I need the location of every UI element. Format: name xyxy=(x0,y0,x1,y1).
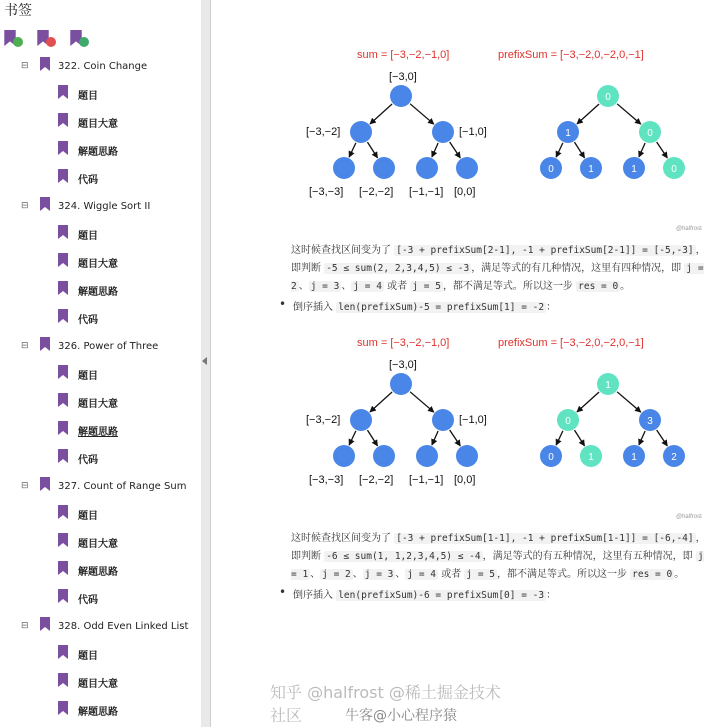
range-label-left: [−3,−2] xyxy=(306,414,341,426)
bookmark-icon xyxy=(40,56,50,76)
count-value: 0 xyxy=(671,164,677,175)
bookmarks-title: 书签 xyxy=(4,3,32,19)
count-value: 1 xyxy=(631,452,637,463)
bookmark-icon xyxy=(58,84,68,104)
bookmark-label: 代码 xyxy=(78,454,98,466)
bookmark-icon xyxy=(40,476,50,496)
range-label-right: [−1,0] xyxy=(459,126,487,138)
watermark-zhihu: 知乎 @halfrost @稀土掘金技术社区 xyxy=(270,683,501,725)
bookmark-label: 题目大意 xyxy=(78,258,118,270)
collapse-toggle-icon[interactable]: ⊟ xyxy=(21,621,29,631)
badge-icon xyxy=(13,37,23,47)
tree-diagram-2 xyxy=(211,328,720,528)
range-label-left: [−3,−2] xyxy=(306,126,341,138)
watermark-nowcoder: 牛客@小心程序猿 xyxy=(345,708,457,724)
bookmark-item[interactable] xyxy=(58,388,118,416)
count-value: 0 xyxy=(548,164,554,175)
bookmark-icon xyxy=(40,196,50,216)
tree-node xyxy=(333,445,355,467)
count-value: 2 xyxy=(671,452,677,463)
bookmark-icon xyxy=(58,364,68,384)
bookmark-icon xyxy=(58,252,68,272)
bookmark-icon xyxy=(40,616,50,636)
bookmark-icon xyxy=(58,532,68,552)
bookmark-icon xyxy=(58,392,68,412)
bookmark-item[interactable] xyxy=(58,416,118,444)
tree-edge xyxy=(410,104,434,124)
bookmark-label: 324. Wiggle Sort II xyxy=(58,200,151,212)
bookmark-item[interactable] xyxy=(58,696,118,724)
range-label-right: [−1,0] xyxy=(459,414,487,426)
bookmark-item[interactable] xyxy=(58,220,98,248)
bookmark-item[interactable] xyxy=(58,276,118,304)
tree-node xyxy=(390,85,412,107)
range-label-root: [−3,0] xyxy=(389,359,417,371)
bookmark-item[interactable] xyxy=(58,556,118,584)
count-value: 0 xyxy=(548,452,554,463)
bookmark-icon xyxy=(58,448,68,468)
bookmark-icon xyxy=(58,308,68,328)
tree-edge xyxy=(370,392,392,412)
tree-edge xyxy=(370,104,392,124)
range-label-leaf: [0,0] xyxy=(454,186,476,198)
bullet-1: • 倒序插入 len(prefixSum)-5 = prefixSum[1] = -2 ： xyxy=(279,298,556,313)
tree-node xyxy=(373,157,395,179)
tree-edge xyxy=(556,143,563,157)
bookmark-icon xyxy=(58,588,68,608)
tree-node xyxy=(390,373,412,395)
sum-label: sum = [−3,−2,−1,0] xyxy=(357,49,450,61)
tree-edge xyxy=(577,392,599,412)
bookmark-toolbar xyxy=(4,30,85,48)
tree-node xyxy=(456,445,478,467)
tree-node xyxy=(416,445,438,467)
tree-edge xyxy=(617,104,641,124)
count-value: 0 xyxy=(647,128,653,139)
bookmark-label: 326. Power of Three xyxy=(58,340,159,352)
paragraph-1: 这时候查找区间变为了 [-3 + prefixSum[2-1], -1 + prefixSum[2-1]] = [-5,-3] ，即判断 -5 ≤ sum(2, 2,3,4,5) ≤ -3 ，满足等式的有几种情况，这里有四种情况，即 j = 2 、 j = 3 、 j = 4 或者 j = 5 ，都不满足等式。所以这一步 res = 0 。 xyxy=(291,245,706,292)
count-value: 0 xyxy=(565,416,571,427)
count-value: 1 xyxy=(588,164,594,175)
bookmark-icon xyxy=(58,700,68,720)
tree-node xyxy=(350,121,372,143)
properties-bookmark-button[interactable] xyxy=(70,30,85,47)
bookmark-label: 解题思路 xyxy=(78,706,118,718)
bookmark-label: 题目 xyxy=(78,90,98,102)
halfrost-watermark: @halfrost xyxy=(676,226,702,232)
bookmark-label: 代码 xyxy=(78,314,98,326)
collapse-toggle-icon[interactable]: ⊟ xyxy=(21,61,29,71)
halfrost-watermark: @halfrost xyxy=(676,514,702,520)
bookmark-icon xyxy=(58,168,68,188)
bookmark-label: 题目 xyxy=(78,230,98,242)
bookmark-item[interactable] xyxy=(58,136,118,164)
bookmark-item[interactable] xyxy=(58,108,118,136)
bookmark-section[interactable] xyxy=(21,52,148,80)
collapse-toggle-icon[interactable]: ⊟ xyxy=(21,341,29,351)
tree-diagram-1 xyxy=(211,40,720,240)
count-value: 3 xyxy=(647,416,653,427)
prefix-sum-label: prefixSum = [−3,−2,0,−2,0,−1] xyxy=(498,337,644,349)
tree-edge xyxy=(657,430,668,446)
tree-edge xyxy=(349,431,356,445)
sum-label: sum = [−3,−2,−1,0] xyxy=(357,337,450,349)
bookmark-item[interactable] xyxy=(58,80,98,108)
badge-icon xyxy=(79,37,89,47)
tree-edge xyxy=(432,143,438,157)
tree-edge xyxy=(349,143,356,157)
tree-node xyxy=(456,157,478,179)
bookmark-label: 题目大意 xyxy=(78,678,118,690)
bookmark-icon xyxy=(58,644,68,664)
bookmark-item[interactable] xyxy=(58,640,98,668)
bookmark-label: 328. Odd Even Linked List xyxy=(58,620,189,632)
bookmark-label: 322. Coin Change xyxy=(58,60,148,72)
paragraph-2: 这时候查找区间变为了 [-3 + prefixSum[1-1], -1 + prefixSum[1-1]] = [-6,-4] ，即判断 -6 ≤ sum(1, 1,2,3,4,5) ≤ -4 ，满足等式的有五种情况，这里有五种情况，即 j = 1 、 j = 2 、 j = 3 、 j = 4 或者 j = 5 ，都不满足等式。所以这一步 res = 0 。 xyxy=(291,533,706,580)
tree-node xyxy=(373,445,395,467)
tree-edge xyxy=(367,430,377,446)
bookmark-item[interactable] xyxy=(58,528,118,556)
tree-edge xyxy=(410,392,434,412)
bookmark-section[interactable] xyxy=(21,192,151,220)
bookmark-icon xyxy=(58,560,68,580)
bookmark-icon xyxy=(40,336,50,356)
range-label-root: [−3,0] xyxy=(389,71,417,83)
bookmark-item[interactable] xyxy=(58,360,98,388)
prefix-sum-label: prefixSum = [−3,−2,0,−2,0,−1] xyxy=(498,49,644,61)
tree-node xyxy=(432,121,454,143)
tree-edge xyxy=(450,142,461,158)
count-value: 1 xyxy=(605,380,611,391)
bookmark-icon xyxy=(58,504,68,524)
bookmark-item[interactable] xyxy=(58,248,118,276)
bookmark-label: 题目 xyxy=(78,510,98,522)
tree-edge xyxy=(617,392,641,412)
tree-edge xyxy=(556,431,563,445)
range-label-leaf: [−2,−2] xyxy=(359,474,394,486)
count-value: 1 xyxy=(588,452,594,463)
bookmark-item[interactable] xyxy=(58,304,98,332)
bullet-2: • 倒序插入 len(prefixSum)-6 = prefixSum[0] = -3 ： xyxy=(279,586,556,601)
count-value: 1 xyxy=(565,128,571,139)
bookmark-label: 题目 xyxy=(78,650,98,662)
range-label-leaf: [−1,−1] xyxy=(409,474,444,486)
bookmark-label: 解题思路 xyxy=(78,566,118,578)
bookmark-section[interactable] xyxy=(21,332,159,360)
bookmark-item[interactable] xyxy=(58,444,98,472)
count-value: 0 xyxy=(605,92,611,103)
bookmark-label: 题目大意 xyxy=(78,538,118,550)
document-page xyxy=(211,0,720,727)
tree-edge xyxy=(639,143,645,157)
bookmark-label: 解题思路 xyxy=(78,426,118,438)
bookmark-icon xyxy=(58,112,68,132)
collapse-arrow-icon[interactable] xyxy=(202,357,207,365)
bookmark-item[interactable] xyxy=(58,164,98,192)
tree-edge xyxy=(574,430,584,446)
bookmark-label: 题目 xyxy=(78,370,98,382)
bookmark-label: 解题思路 xyxy=(78,146,118,158)
tree-node xyxy=(432,409,454,431)
range-label-leaf: [0,0] xyxy=(454,474,476,486)
bookmark-icon xyxy=(58,672,68,692)
bookmark-icon xyxy=(58,140,68,160)
bookmark-item[interactable] xyxy=(58,668,118,696)
tree-edge xyxy=(432,431,438,445)
delete-bookmark-button[interactable] xyxy=(37,30,52,47)
tree-edge xyxy=(450,430,461,446)
range-label-leaf: [−3,−3] xyxy=(309,186,344,198)
tree-node xyxy=(333,157,355,179)
range-label-leaf: [−1,−1] xyxy=(409,186,444,198)
tree-edge xyxy=(639,431,645,445)
bookmark-section[interactable] xyxy=(21,472,187,500)
bookmark-section[interactable] xyxy=(21,612,189,640)
range-label-leaf: [−2,−2] xyxy=(359,186,394,198)
tree-node xyxy=(350,409,372,431)
bookmark-icon xyxy=(58,280,68,300)
collapse-toggle-icon[interactable]: ⊟ xyxy=(21,201,29,211)
tree-edge xyxy=(577,104,599,124)
count-value: 1 xyxy=(631,164,637,175)
range-label-leaf: [−3,−3] xyxy=(309,474,344,486)
bookmark-label: 代码 xyxy=(78,594,98,606)
bookmark-item[interactable] xyxy=(58,584,98,612)
bookmark-label: 327. Count of Range Sum xyxy=(58,480,187,492)
add-bookmark-button[interactable] xyxy=(4,30,19,47)
panel-splitter[interactable] xyxy=(201,0,211,727)
bookmarks-panel xyxy=(0,0,202,727)
bookmark-icon xyxy=(58,420,68,440)
bookmark-label: 代码 xyxy=(78,174,98,186)
bookmark-item[interactable] xyxy=(58,500,98,528)
badge-icon xyxy=(46,37,56,47)
bookmark-label: 题目大意 xyxy=(78,118,118,130)
tree-node xyxy=(416,157,438,179)
tree-edge xyxy=(574,142,584,158)
bookmark-label: 解题思路 xyxy=(78,286,118,298)
bookmark-label: 题目大意 xyxy=(78,398,118,410)
collapse-toggle-icon[interactable]: ⊟ xyxy=(21,481,29,491)
tree-edge xyxy=(367,142,377,158)
tree-edge xyxy=(657,142,668,158)
bookmark-icon xyxy=(58,224,68,244)
